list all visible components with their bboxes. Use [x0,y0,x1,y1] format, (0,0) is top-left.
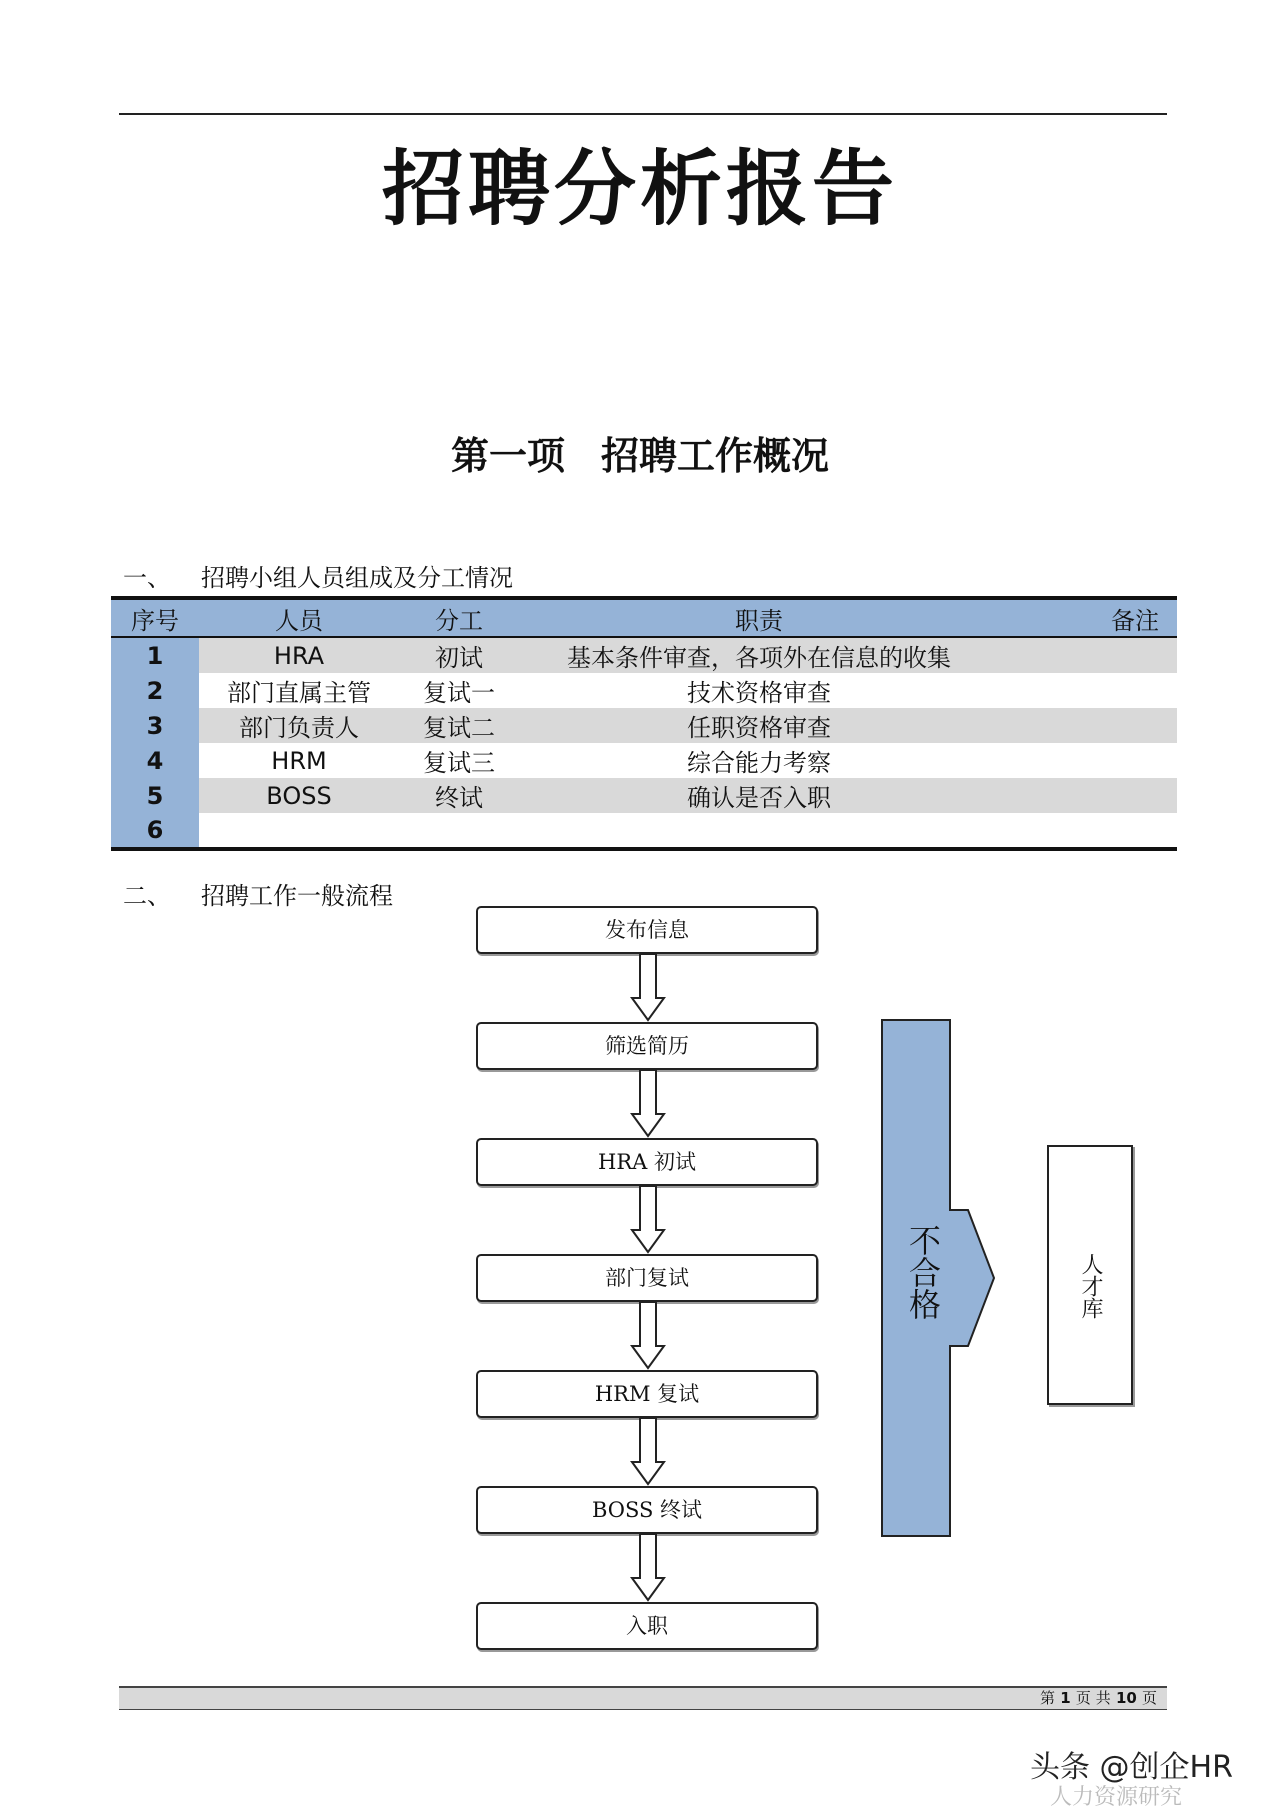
cell-duty: 综合能力考察 [519,743,999,778]
cell-note [999,637,1177,673]
page-total: 10 [1115,1689,1137,1707]
cell-duty: 基本条件审查，各项外在信息的收集 [519,637,999,673]
page-current: 1 [1060,1689,1071,1707]
header-note: 备注 [999,598,1177,637]
subsection-title: 招聘小组人员组成及分工情况 [201,564,513,592]
table-row [111,673,1177,708]
cell-role: 复试三 [399,743,519,778]
table-row [111,743,1177,778]
reject-label: 不合格 [904,1224,942,1320]
flow-step-hra: HRA 初试 [476,1138,818,1186]
down-arrow-icon [628,1070,668,1138]
cell-person: HRA [199,637,399,673]
page-prefix: 第 [1040,1689,1056,1707]
cell-seq: 5 [111,778,199,813]
cell-role: 复试一 [399,673,519,708]
talent-pool-label: 人才库 [1078,1253,1103,1319]
watermark: 头条 @创企HR [1030,1750,1233,1785]
top-rule [119,113,1167,115]
header-duty: 职责 [519,598,999,637]
page-number [1040,1688,1157,1708]
cell-person: 部门负责人 [199,708,399,743]
header-role: 分工 [399,598,519,637]
talent-pool-box [1047,1145,1133,1405]
cell-seq: 6 [111,813,199,849]
table-row [111,813,1177,849]
subsection-heading-team [123,562,513,594]
flow-step-onboard: 入职 [476,1602,818,1650]
down-arrow-icon [628,954,668,1022]
subsection-heading-process [123,880,393,912]
cell-seq: 1 [111,637,199,673]
cell-duty [519,813,999,849]
flow-step-boss: BOSS 终试 [476,1486,818,1534]
header-seq: 序号 [111,598,199,637]
table-row [111,637,1177,673]
header-person: 人员 [199,598,399,637]
page-suffix: 页 [1142,1689,1158,1707]
flow-step-dept: 部门复试 [476,1254,818,1302]
cell-person: 部门直属主管 [199,673,399,708]
subsection-number: 二、 [123,882,171,910]
cell-note [999,673,1177,708]
cell-role: 初试 [399,637,519,673]
cell-role: 复试二 [399,708,519,743]
cell-duty: 任职资格审查 [519,708,999,743]
cell-role: 终试 [399,778,519,813]
table-row [111,708,1177,743]
flow-step-screen: 筛选简历 [476,1022,818,1070]
down-arrow-icon [628,1302,668,1370]
down-arrow-icon [628,1186,668,1254]
cell-seq: 3 [111,708,199,743]
table-header-row [111,598,1177,637]
cell-seq: 2 [111,673,199,708]
section-title [0,430,1280,482]
cell-note [999,813,1177,849]
subsection-number: 一、 [123,564,171,592]
cell-person: BOSS [199,778,399,813]
cell-seq: 4 [111,743,199,778]
down-arrow-icon [628,1418,668,1486]
table-row [111,778,1177,813]
cell-duty: 确认是否入职 [519,778,999,813]
cell-duty: 技术资格审查 [519,673,999,708]
section-name: 招聘工作概况 [601,434,830,478]
team-table [111,596,1177,851]
flow-step-publish: 发布信息 [476,906,818,954]
cell-person [199,813,399,849]
watermark-sub: 人力资源研究 [1050,1785,1183,1810]
cell-note [999,778,1177,813]
down-arrow-icon [628,1534,668,1602]
flow-step-hrm: HRM 复试 [476,1370,818,1418]
section-number: 第一项 [450,434,565,478]
page-mid: 页 共 [1075,1689,1111,1707]
document-title: 招聘分析报告 [381,142,898,237]
cell-note [999,708,1177,743]
subsection-title: 招聘工作一般流程 [201,882,393,910]
cell-person: HRM [199,743,399,778]
cell-role [399,813,519,849]
cell-note [999,743,1177,778]
footer-bar [119,1686,1167,1710]
